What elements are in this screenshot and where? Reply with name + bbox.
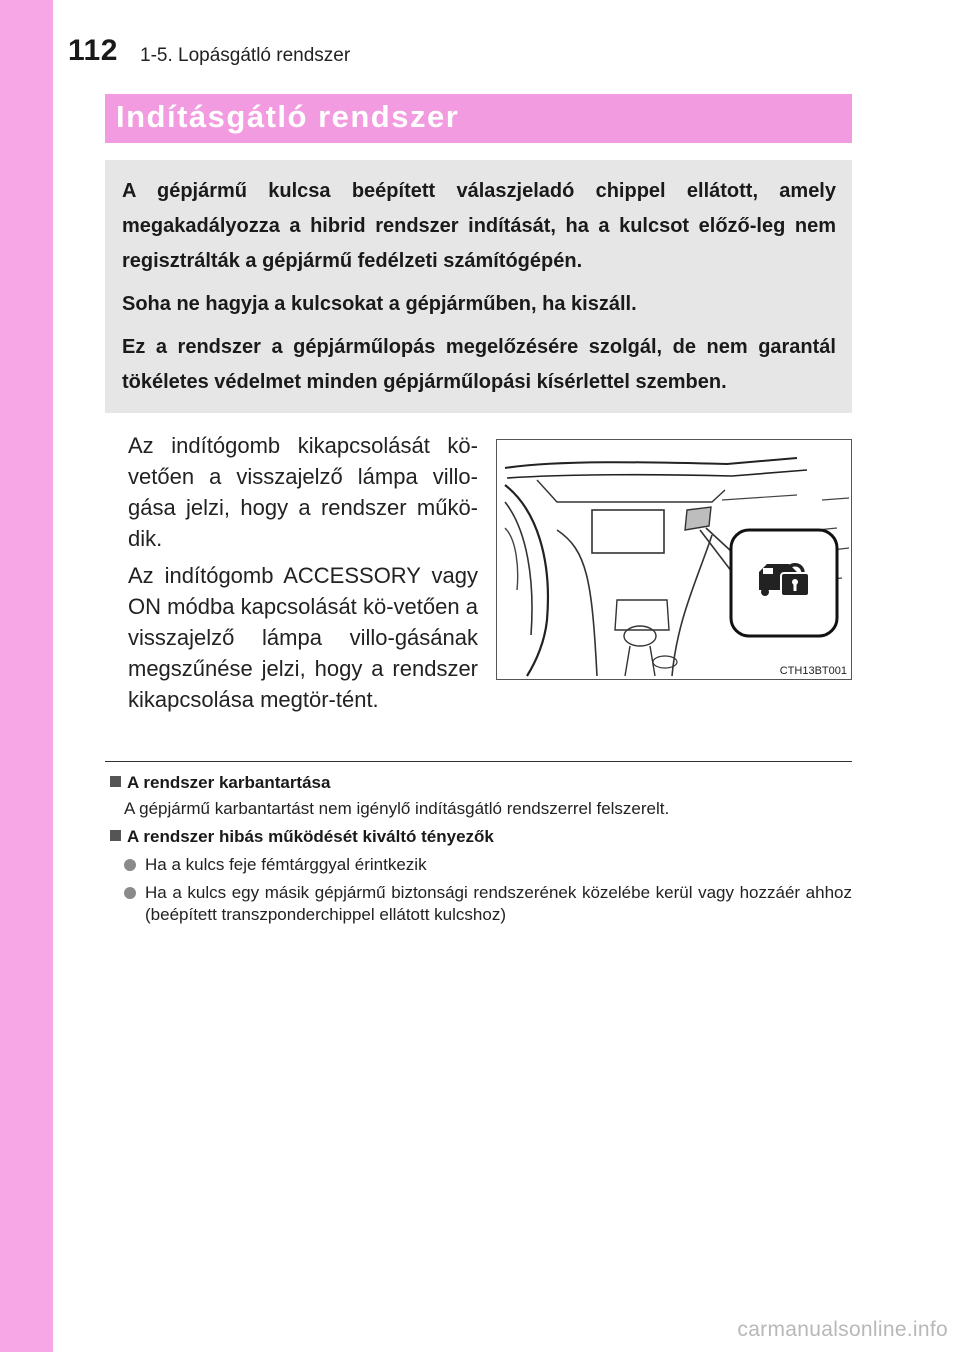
intro-paragraph: Soha ne hagyja a kulcsokat a gépjárműben, ha kiszáll. [122, 293, 637, 315]
bullet-text: Ha a kulcs feje fémtárggyal érintkezik [145, 855, 427, 874]
square-bullet-icon [110, 830, 121, 841]
circle-bullet-icon [124, 887, 136, 899]
dashboard-illustration [496, 439, 852, 680]
square-bullet-icon [110, 776, 121, 787]
body-text [128, 430, 478, 721]
intro-paragraph: Ez a rendszer a gépjárműlopás megelőzésére szolgál, de nem garantál tökéletes védelmet minden gépjárműlopási kísérlettel szemben. [122, 336, 836, 393]
bullet-item [124, 854, 852, 876]
page-number: 112 [68, 34, 118, 67]
note-heading-text: A rendszer hibás működését kiváltó tényezők [127, 827, 494, 846]
car-lock-indicator-icon [759, 564, 809, 596]
watermark: carmanualsonline.info [737, 1318, 948, 1341]
intro-box [105, 160, 852, 413]
side-color-strip [0, 0, 53, 1352]
section-divider [105, 761, 852, 762]
intro-paragraph: A gépjármű kulcsa beépített válaszjeladó chippel ellátott, amely megakadályozza a hibrid rendszer indítását, ha a kulcsot előző-leg nem regisztrálták a gépjármű fedélzeti számítógépén. [122, 180, 836, 272]
bullet-text: Ha a kulcs egy másik gépjármű biztonsági rendszerének közelébe kerül vagy hozzáér ahhoz (beépített transzponderchippel ellátott kulcshoz) [145, 883, 852, 924]
figure-code: CTH13BT001 [779, 665, 847, 677]
note-heading-maintenance [110, 772, 852, 794]
circle-bullet-icon [124, 859, 136, 871]
dashboard-drawing [497, 440, 850, 678]
bullet-item [124, 882, 852, 926]
note-heading-malfunction [110, 826, 852, 848]
notes-section [110, 772, 852, 932]
section-title: Indításgátló rendszer [116, 99, 460, 134]
note-heading-text: A rendszer karbantartása [127, 773, 331, 792]
body-paragraph: Az indítógomb kikapcsolását kö-vetően a visszajelző lámpa villo-gása jelzi, hogy a rendszer műkö-dik. [128, 433, 478, 551]
body-paragraph: Az indítógomb ACCESSORY vagy ON módba kapcsolását kö-vetően a visszajelző lámpa villo-gásának megszűnése jelzi, hogy a rendszer kikapcsolása megtör-tént. [128, 563, 478, 712]
running-header: 1-5. Lopásgátló rendszer [140, 45, 351, 66]
note-text-maintenance: A gépjármű karbantartást nem igénylő indításgátló rendszerrel felszerelt. [124, 799, 670, 818]
